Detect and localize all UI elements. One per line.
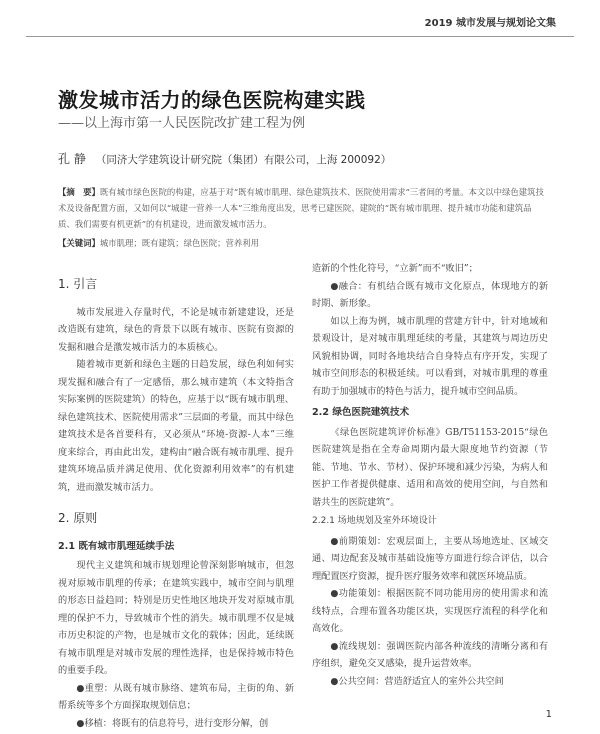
bullet-paragraph: ●公共空间：营造舒适宜人的室外公共空间 xyxy=(330,675,504,687)
abstract-label: 【摘 要】 xyxy=(58,187,100,197)
bullet-paragraph: ●移植：将既有的信息符号，进行变形分解，创 xyxy=(76,717,269,729)
author-affiliation: （同济大学建筑设计研究院（集团）有限公司，上海 200092） xyxy=(95,154,392,166)
left-column xyxy=(58,262,294,732)
bullet-paragraph: ●重塑：从既有城市脉络、建筑布局，主街的角、新帮系统等多个方面探取规划信息； xyxy=(58,682,294,711)
author-line xyxy=(58,150,391,167)
bullet-paragraph: ●融合：有机结合既有城市文化原点，体现地方的新时期、新形象。 xyxy=(312,280,548,309)
paragraph: 随着城市更新和绿色主题的日趋发展，绿色利如何实现发掘和融合有了一定感悟，那么城市建筑（本文特指含实际案例的医院建筑）的特色，应基于以“既有城市肌理、绿色建筑技术、医院使用需求”三层面的考量，而其中绿色建筑技术是各首要科有，又必须从“环境-资源-人本”三维度来综合，再由此出发，建构由“融合既有城市肌理、提升建筑环境品质并满足使用、优化资源利用效率”的有机建筑，进而激发城市活力。 xyxy=(58,359,294,493)
paragraph: 城市发展进入存量时代，不论是城市新建建设，还是改造既有建筑，绿色的背景下以既有城市、医院有资源的发掘和融合是激发城市活力的本质核心。 xyxy=(58,306,294,353)
paragraph: 现代主义建筑和城市规划理论曾深刻影响城市，但忽视对原城市肌理的传承；在建筑实践中，城市空间与肌理的形态日益趋同；特别是历史性地区地块开发对原城市肌理的保护不力，导致城市个性的消失。城市肌理不仅是城市历史积淀的产物，也是城市文化的载体；因此，延续既有城市肌理是对城市发展的理性选择，也是保持城市特色的重要手段。 xyxy=(58,560,294,676)
right-column xyxy=(312,260,548,690)
page-number: 1 xyxy=(545,709,552,720)
paragraph: 如以上海为例，城市肌理的营建方针中，针对地域和景观设计，是对城市肌理延续的考量，其建筑与周边历史风貌相协调，同时各地块结合自身特点有序开发，实现了城市空间形态的积极延续。可以看到，对城市肌理的尊重有助于加强城市的特色与活力，提升城市空间品质。 xyxy=(312,315,548,397)
paragraph: 《绿色医院建筑评价标准》GB/T51153-2015“绿色医院建筑是指在全寿命周期内最大限度地节约资源（节能、节地、节水、节材）、保护环境和减少污染，为病人和医护工作者提供健康、适用和高效的使用空间，与自然和谐共生的医院建筑”。 xyxy=(312,426,548,508)
subsubsection-heading: 2.2.1 场地规划及室外环境设计 xyxy=(312,516,437,526)
subsection-heading: 2.2 绿色医院建筑技术 xyxy=(312,407,410,418)
abstract-text: 既有城市绿色医院的构建，应基于对“既有城市肌理、绿色建筑技术、医院使用需求”三者间的考量。本文以中绿色建筑技术及设备配置方面，又如何以“城建一营养一人本”三维角度出发，思考已建医院、建院的“既有城市肌理、提升城市功能和建筑品质、我们需要有机更新”的有机建设，进而激发城市活力。 xyxy=(58,187,544,229)
bullet-paragraph: ●功能策划：根据医院不同功能用房的使用需求和流线特点，合理布置各功能区块，实现医疗流程的科学化和高效化。 xyxy=(312,588,548,634)
article-title: 激发城市活力的绿色医院构建实践 xyxy=(58,88,366,112)
paragraph: 造新的个性化符号，“立新”而不“败旧”； xyxy=(312,263,478,274)
keywords xyxy=(58,235,548,251)
keywords-text: 城市肌理；既有建筑；绿色医院；营养利用 xyxy=(99,238,259,248)
subsection-heading: 2.1 既有城市肌理延续手法 xyxy=(58,540,175,552)
section-heading-intro: 1. 引言 xyxy=(58,277,98,291)
running-head: 2019 城市发展与规划论文集 xyxy=(424,18,556,29)
abstract xyxy=(58,184,548,232)
bullet-paragraph: ●流线规划：强调医院内部各种流线的清晰分离和有序组织，避免交叉感染，提升运营效率。 xyxy=(312,640,548,669)
header-rule xyxy=(26,36,574,37)
article-subtitle: ——以上海市第一人民医院改扩建工程为例 xyxy=(58,116,306,131)
bullet-paragraph: ●前期策划：宏观层面上，主要从场地选址、区域交通、周边配套及城市基础设施等方面进行综合评估，以合理配置医疗资源，提升医疗服务效率和就医环境品质。 xyxy=(312,535,548,582)
keywords-label: 【关键词】 xyxy=(58,238,100,248)
section-heading-principles: 2. 原则 xyxy=(58,511,98,525)
author-name: 孔 静 xyxy=(58,152,86,166)
